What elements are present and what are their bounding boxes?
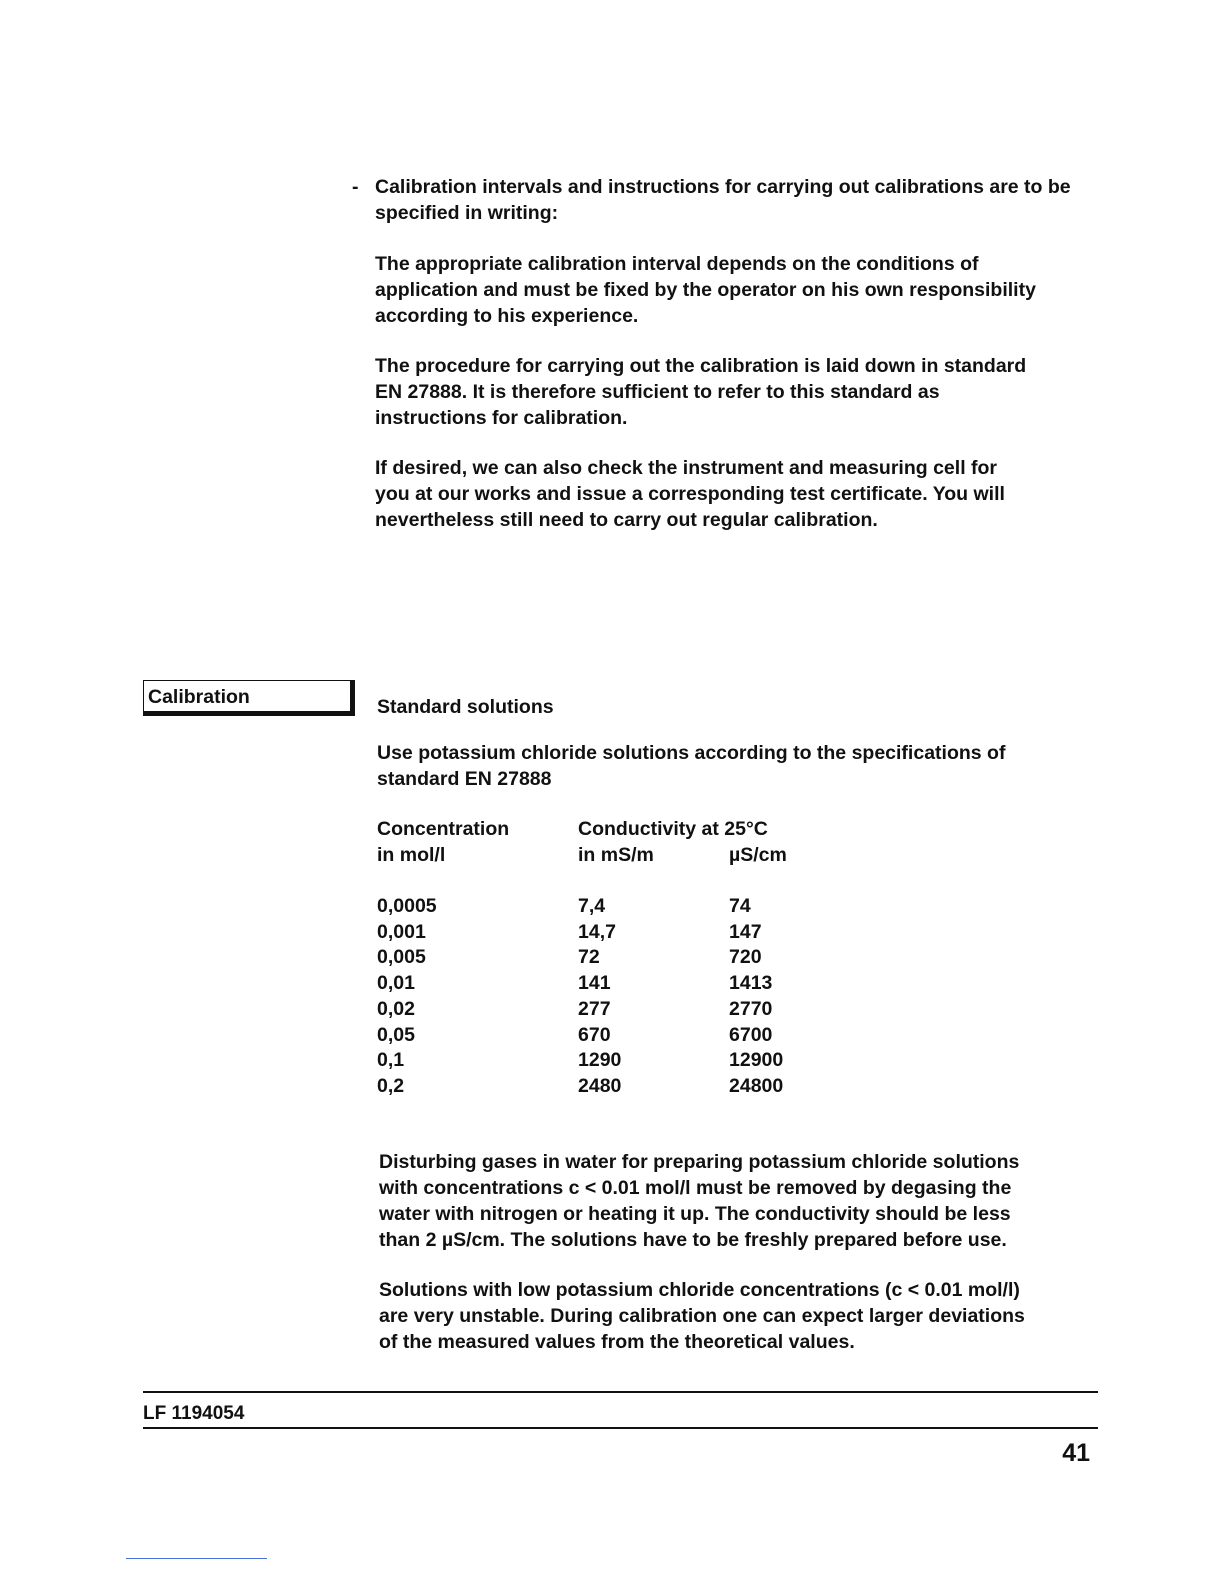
cell-concentration: 0,02 [377,997,415,1020]
cell-concentration: 0,1 [377,1049,405,1072]
section-label: Calibration [148,686,250,708]
cell-concentration: 0,005 [377,946,426,969]
note-low-concentrations [379,1277,1109,1355]
header-concentration: Concentration [377,818,510,840]
text-line: according to his experience. [375,305,639,327]
text-line: The procedure for carrying out the calibration is laid down in standard [375,355,1027,377]
section-label-box [143,680,355,716]
text-line: standard EN 27888 [377,768,552,790]
footer-doc-id: LF 1194054 [143,1403,245,1424]
header-conductivity: Conductivity at 25°C [578,818,768,840]
text-line: water with nitrogen or heating it up. The conductivity should be less [379,1203,1011,1225]
text-line: with concentrations c < 0.01 mol/l must be removed by degasing the [379,1177,1012,1199]
paragraph-procedure [375,353,1105,431]
page-number: 41 [1062,1439,1090,1467]
cell-concentration: 0,05 [377,1023,415,1046]
bullet-text [375,174,1105,226]
text-line: are very unstable. During calibration one can expect larger deviations [379,1305,1025,1327]
header-concentration-unit: in mol/l [377,844,446,866]
text-line: specified in writing: [375,202,559,224]
cell-ms: 1290 [578,1049,622,1072]
cell-ms: 670 [578,1023,611,1046]
note-disturbing-gases [379,1149,1109,1253]
cell-ms: 72 [578,946,600,969]
cell-ms: 277 [578,997,611,1020]
cell-concentration: 0,0005 [377,895,437,917]
cell-us: 147 [729,920,762,943]
text-line: If desired, we can also check the instrument and measuring cell for [375,457,998,479]
link-underline [126,1558,267,1559]
cell-ms: 7,4 [578,895,606,917]
text-line: nevertheless still need to carry out regular calibration. [375,509,878,531]
bullet-dash: - [352,176,359,198]
text-line: Disturbing gases in water for preparing potassium chloride solutions [379,1151,1020,1173]
footer-rule-top [143,1391,1098,1393]
cell-us: 6700 [729,1023,773,1046]
cell-concentration: 0,01 [377,972,415,995]
cell-us: 74 [729,895,751,917]
text-line: application and must be fixed by the operator on his own responsibility [375,279,1036,301]
cell-concentration: 0,001 [377,920,426,943]
section-intro [377,740,1107,792]
cell-ms: 2480 [578,1074,622,1097]
paragraph-test-certificate [375,455,1105,533]
cell-us: 12900 [729,1049,784,1072]
text-line: Use potassium chloride solutions according to the specifications of [377,742,1006,764]
text-line: The appropriate calibration interval depends on the conditions of [375,253,979,275]
section-heading: Standard solutions [377,696,554,718]
text-line: instructions for calibration. [375,407,628,429]
text-line: EN 27888. It is therefore sufficient to refer to this standard as [375,381,940,403]
cell-us: 1413 [729,972,773,995]
cell-ms: 141 [578,972,611,995]
header-unit-ms: in mS/m [578,844,654,866]
text-line: of the measured values from the theoretical values. [379,1331,855,1353]
cell-ms: 14,7 [578,920,616,943]
cell-concentration: 0,2 [377,1074,405,1097]
cell-us: 2770 [729,997,773,1020]
text-line: than 2 µS/cm. The solutions have to be freshly prepared before use. [379,1229,1007,1251]
cell-us: 720 [729,946,762,969]
footer-rule-bottom [143,1427,1098,1429]
text-line: Calibration intervals and instructions for carrying out calibrations are to be [375,176,1071,198]
text-line: you at our works and issue a corresponding test certificate. You will [375,483,1005,505]
text-line: Solutions with low potassium chloride concentrations (c < 0.01 mol/l) [379,1279,1020,1301]
cell-us: 24800 [729,1074,784,1097]
header-unit-us: µS/cm [729,844,787,866]
paragraph-calibration-interval [375,251,1105,329]
